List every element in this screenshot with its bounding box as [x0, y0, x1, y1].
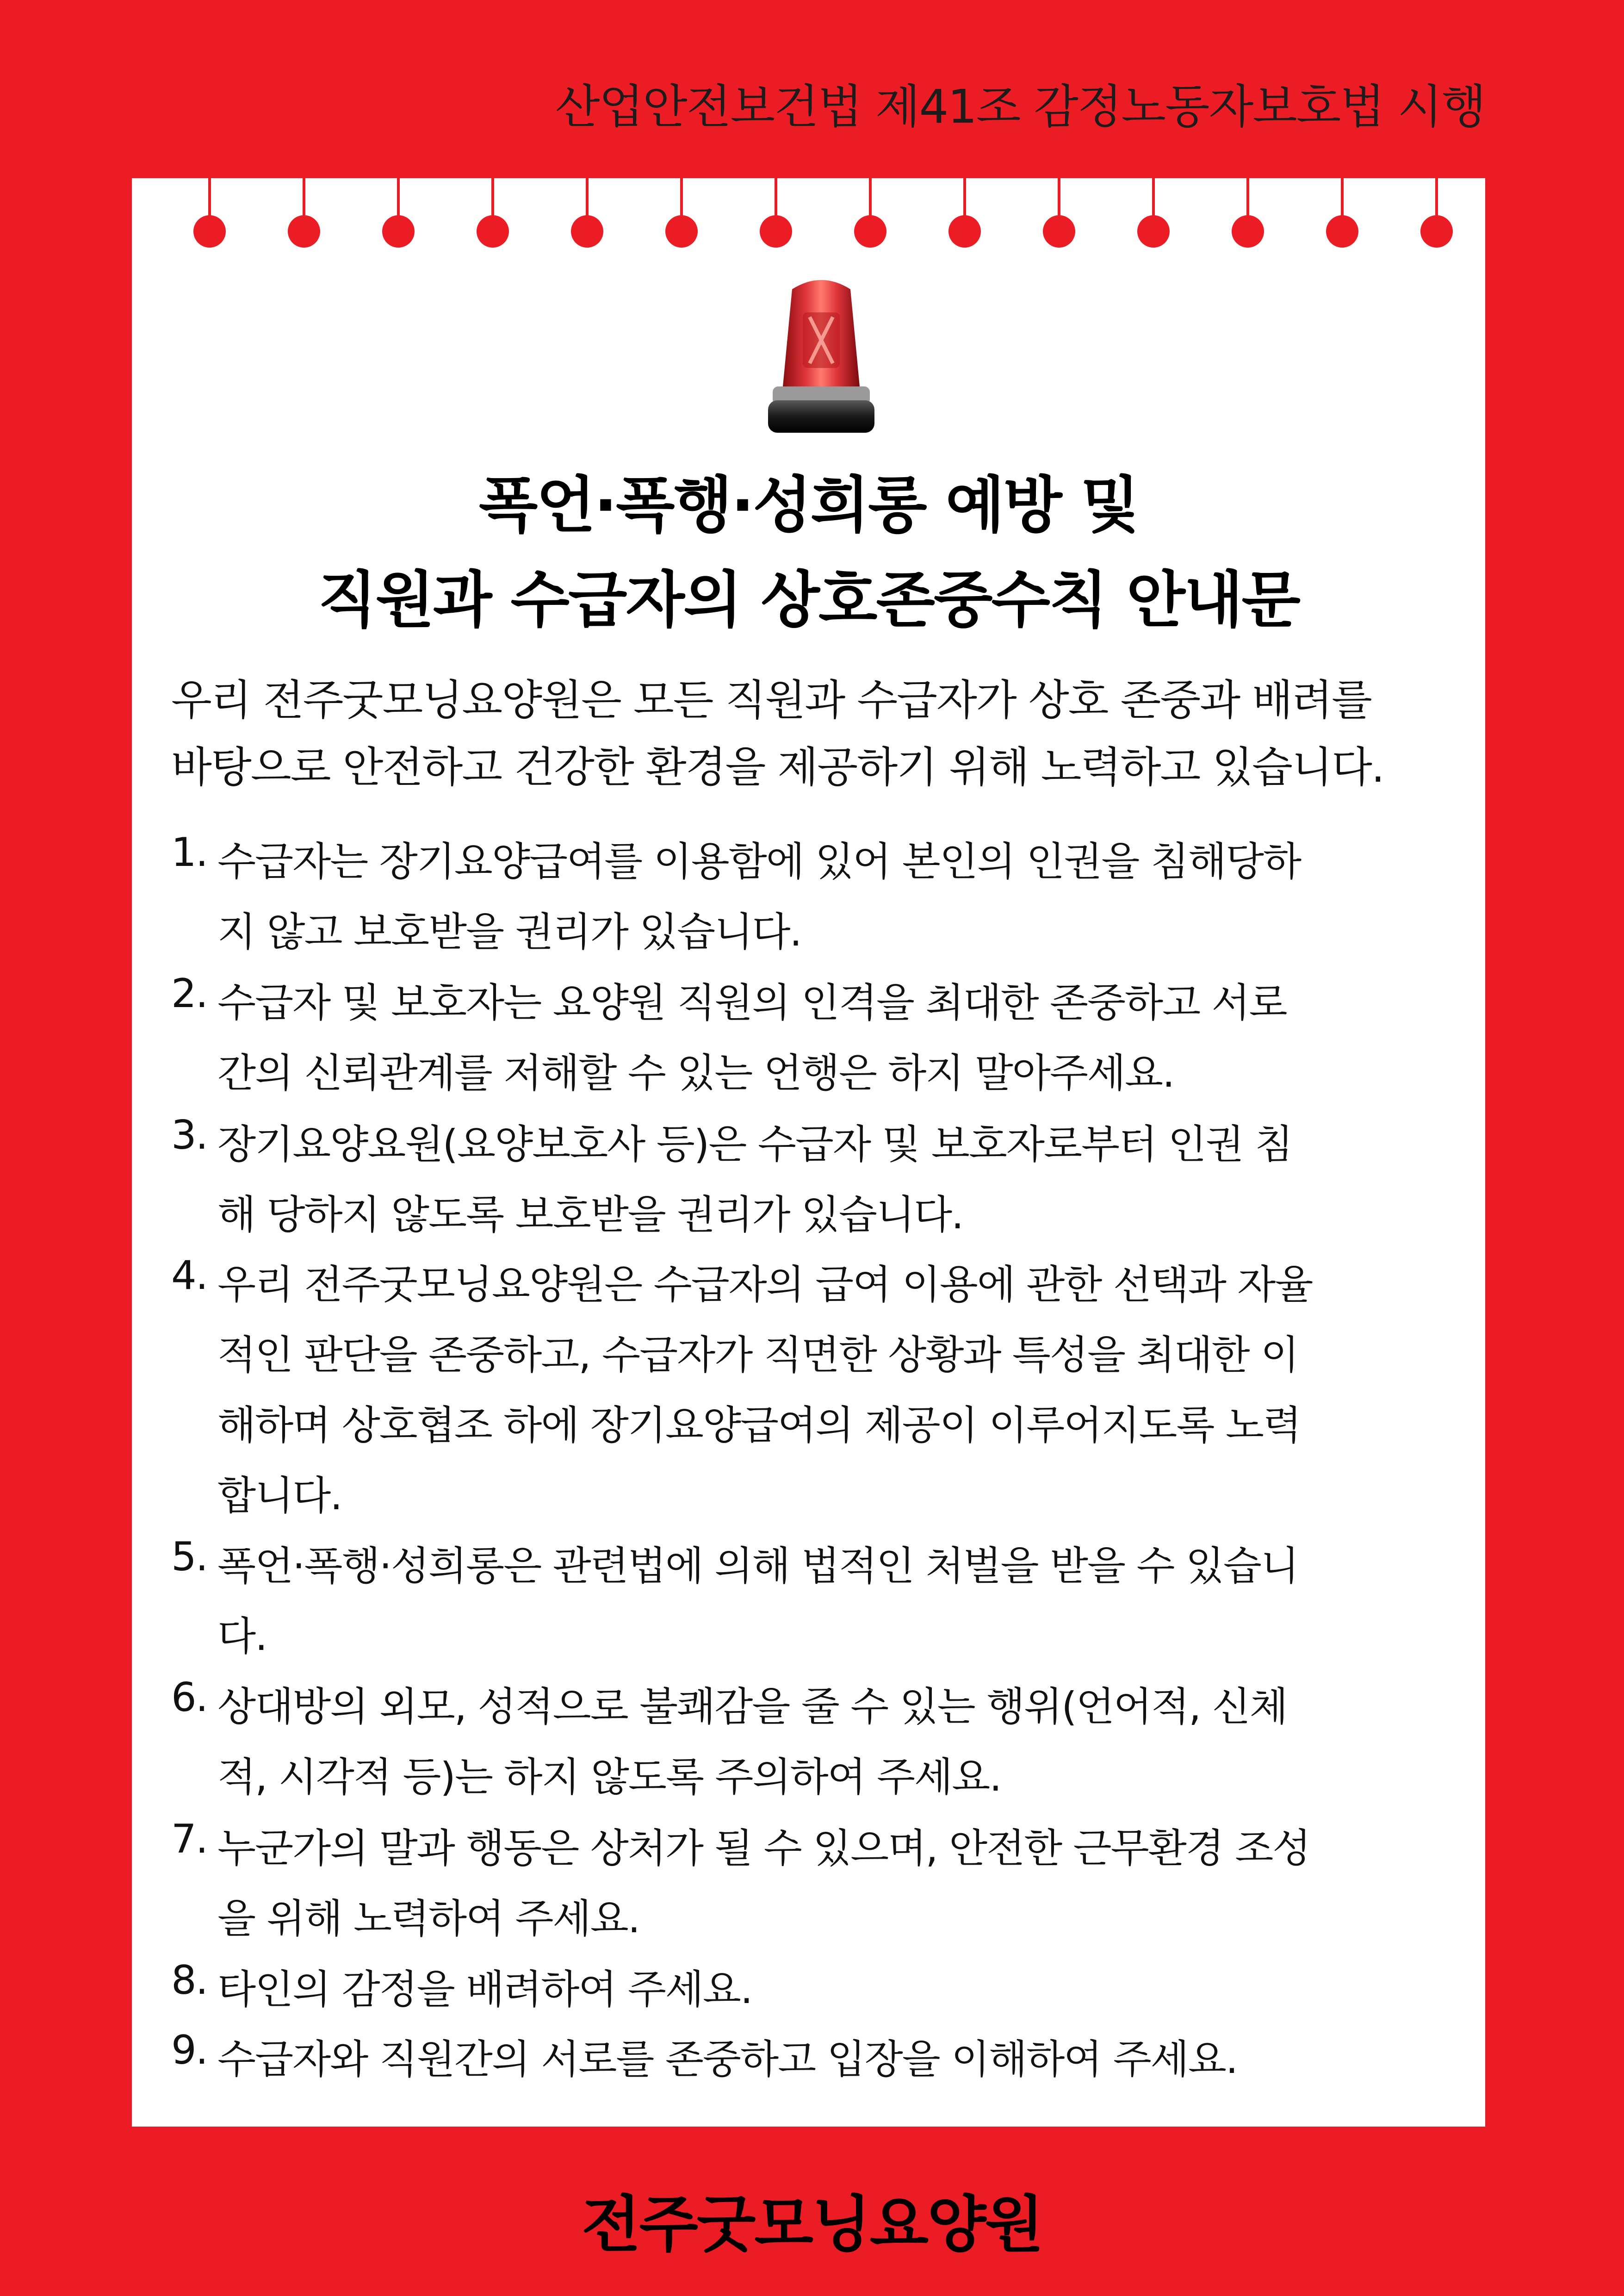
binder-ring [1232, 178, 1264, 257]
binder-ring [1043, 178, 1075, 257]
list-item-text: 장기요양요원(요양보호사 등)은 수급자 및 보호자로부터 인권 침 [217, 1121, 1293, 1168]
organization-name: 전주굿모닝요양원 [581, 2189, 1043, 2260]
list-item-text: 다. [217, 1613, 267, 1660]
list-item-text: 우리 전주굿모닝요양원은 수급자의 급여 이용에 관한 선택과 자율 [217, 1262, 1313, 1308]
list-item-number: 1. [171, 829, 208, 876]
list-item-text: 수급자는 장기요양급여를 이용함에 있어 본인의 인권을 침해당하 [217, 839, 1301, 885]
list-item-number: 5. [171, 1534, 208, 1580]
list-item-text: 간의 신뢰관계를 저해할 수 있는 언행은 하지 말아주세요. [217, 1050, 1174, 1096]
law-reference-text: 산업안전보건법 제41조 감정노동자보호법 시행 [555, 80, 1485, 134]
list-item-number: 4. [171, 1252, 208, 1299]
list-item-text: 적인 판단을 존중하고, 수급자가 직면한 상황과 특성을 최대한 이 [217, 1332, 1299, 1378]
list-item-text: 해하며 상호협조 하에 장기요양급여의 제공이 이루어지도록 노력 [217, 1402, 1301, 1449]
title-line-2: 직원과 수급자의 상호존중수칙 안내문 [317, 565, 1300, 636]
list-item-number: 8. [171, 1957, 208, 2004]
binder-ring [1420, 178, 1453, 257]
binder-ring [288, 178, 320, 257]
list-item-number: 3. [171, 1112, 208, 1158]
list-item-text: 수급자 및 보호자는 요양원 직원의 인격을 최대한 존중하고 서로 [217, 980, 1287, 1026]
intro-line-1: 우리 전주굿모닝요양원은 모든 직원과 수급자가 상호 존중과 배려를 [171, 676, 1371, 725]
binder-ring [1137, 178, 1170, 257]
binder-rings [132, 178, 1485, 257]
list-item-number: 9. [171, 2027, 208, 2073]
binder-ring [948, 178, 981, 257]
intro-line-2: 바탕으로 안전하고 건강한 환경을 제공하기 위해 노력하고 있습니다. [171, 743, 1384, 792]
binder-ring [477, 178, 509, 257]
list-item-text: 적, 시각적 등)는 하지 않도록 주의하여 주세요. [217, 1754, 1001, 1800]
binder-ring [760, 178, 792, 257]
title-line-1: 폭언·폭행·성희롱 예방 및 [478, 470, 1139, 541]
binder-ring [193, 178, 226, 257]
binder-ring [1326, 178, 1358, 257]
list-item-number: 2. [171, 971, 208, 1017]
list-item-text: 지 않고 보호받을 권리가 있습니다. [217, 909, 801, 955]
list-item-text: 폭언·폭행·성희롱은 관련법에 의해 법적인 처벌을 받을 수 있습니 [217, 1543, 1299, 1589]
list-item-number: 6. [171, 1674, 208, 1721]
siren-icon [754, 271, 888, 442]
list-item-text: 합니다. [217, 1473, 342, 1519]
list-item-text: 타인의 감정을 배려하여 주세요. [217, 1966, 752, 2013]
list-item-number: 7. [171, 1816, 208, 1862]
list-item-text: 누군가의 말과 행동은 상처가 될 수 있으며, 안전한 근무환경 조성 [217, 1825, 1310, 1872]
list-item-text: 상대방의 외모, 성적으로 불쾌감을 줄 수 있는 행위(언어적, 신체 [217, 1684, 1287, 1730]
notice-sheet [132, 178, 1485, 2127]
binder-ring [854, 178, 886, 257]
binder-ring [665, 178, 698, 257]
binder-ring [382, 178, 415, 257]
list-item-text: 해 당하지 않도록 보호받을 권리가 있습니다. [217, 1192, 963, 1238]
binder-ring [571, 178, 603, 257]
list-item-text: 을 위해 노력하여 주세요. [217, 1896, 640, 1942]
list-item-text: 수급자와 직원간의 서로를 존중하고 입장을 이해하여 주세요. [217, 2036, 1238, 2083]
